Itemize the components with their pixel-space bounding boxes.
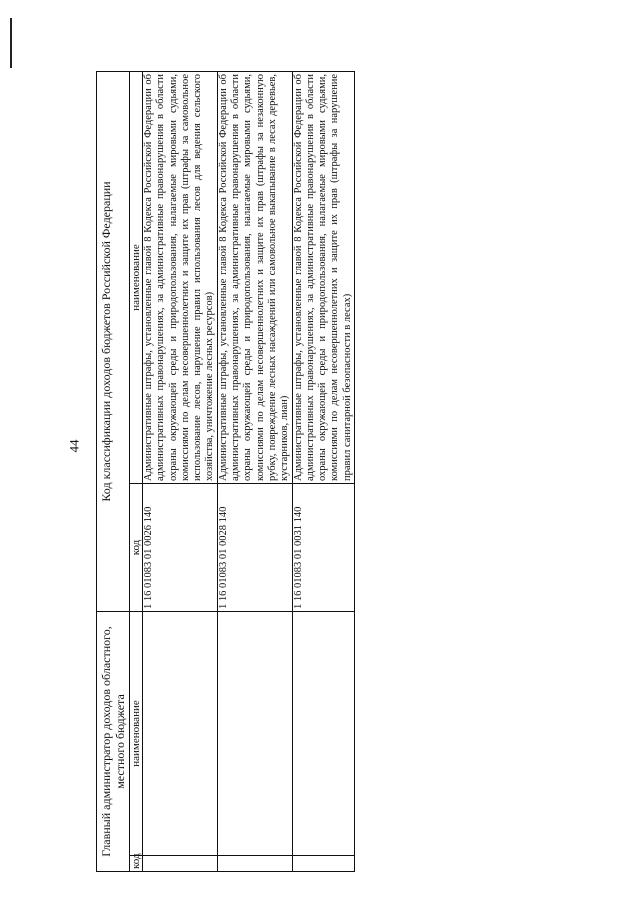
- admin-name-cell: [143, 612, 218, 856]
- admin-name-cell: [217, 612, 292, 856]
- page-number: 44: [66, 439, 82, 453]
- classification-name-cell: Административные штрафы, установленные главой 8 Кодекса Российской Федерации об административных правонарушениях, за административные правонарушения в области охраны окружающей среды и природопользования, налагаемые мировыми судьями, комиссиями по делам несовершеннолетних и защите их прав (штрафы за самовольное использование лесов, нарушение правил использования лесов для ведения сельского хозяйства, уничтожение лесных ресурсов): [143, 72, 218, 484]
- header-row-top: [97, 72, 130, 872]
- admin-code-cell: [143, 856, 218, 872]
- admin-code-cell: [292, 856, 354, 872]
- header-row-sub: [130, 72, 143, 872]
- classification-code-cell: 1 16 01083 01 0026 140: [143, 484, 218, 612]
- header-admin-name: наименование: [130, 612, 143, 856]
- table-row: [217, 72, 292, 872]
- header-code-classification: Код классификации доходов бюджетов Российской Федерации: [97, 72, 130, 612]
- classification-code-cell: 1 16 01083 01 0028 140: [217, 484, 292, 612]
- header-classification-name: наименование: [130, 72, 143, 484]
- header-main-admin: Главный администратор доходов областного, местного бюджета: [97, 612, 130, 872]
- classification-code-cell: 1 16 01083 01 0031 140: [292, 484, 354, 612]
- table-row: [292, 72, 354, 872]
- rotated-page-content: [96, 72, 498, 872]
- classification-name-cell: Административные штрафы, установленные главой 8 Кодекса Российской Федерации об административных правонарушениях, за административные правонарушения в области охраны окружающей среды и природопользования, налагаемые мировыми судьями, комиссиями по делам несовершеннолетних и защите их прав (штрафы за нарушение правил санитарной безопасности в лесах): [292, 72, 354, 484]
- table-row: [143, 72, 218, 872]
- header-admin-code: код: [130, 856, 143, 872]
- header-classification-code: код: [130, 484, 143, 612]
- budget-classification-table: [96, 71, 355, 872]
- scan-margin-line: [10, 18, 12, 68]
- admin-code-cell: [217, 856, 292, 872]
- classification-name-cell: Административные штрафы, установленные главой 8 Кодекса Российской Федерации об административных правонарушениях, за административные правонарушения в области охраны окружающей среды и природопользования, налагаемые мировыми судьями, комиссиями по делам несовершеннолетних и защите их прав (штрафы за незаконную рубку, повреждение лесных насаждений или самовольное выкапывание в лесах деревьев, кустарников, лиан): [217, 72, 292, 484]
- admin-name-cell: [292, 612, 354, 856]
